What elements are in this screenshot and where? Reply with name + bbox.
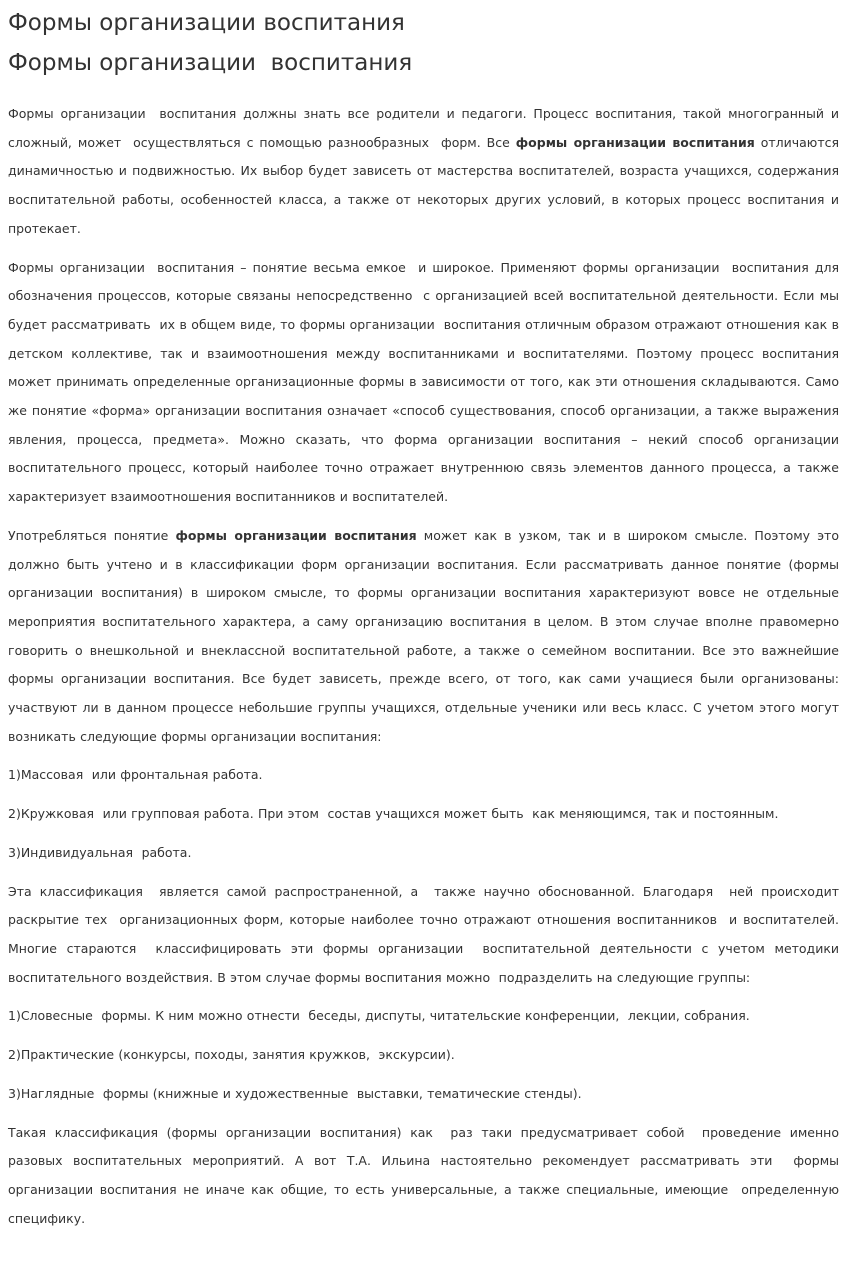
paragraph-text: может как в узком, так и в широком смысле. Поэтому это должно быть учтено и в классификации форм организации воспитания. Если рассматривать данное понятие (формы организации воспитания) в широком смысле, то формы организации воспитания характеризуют вовсе не отдельные мероприятия воспитательного характера, а саму организацию воспитания в целом. В этом случае вполне правомерно говорить о внешкольной и внеклассной воспитательной работе, а также о семейном воспитании. Все это важнейшие формы организации воспитания. Все будет зависеть, прежде всего, от того, как сами учащиеся были организованы: участвуют ли в данном процессе небольшие группы учащихся, отдельные ученики или весь класс. С учетом этого могут возникать следующие формы организации воспитания: xyxy=(8,527,844,744)
article-paragraph xyxy=(8,878,844,993)
article-title: Формы организации воспитания xyxy=(8,50,413,76)
list-item xyxy=(8,761,839,790)
paragraph-text: 1)Словесные формы. К ним можно отнести беседы, диспуты, читательские конференции, лекции, собрания. xyxy=(8,1008,750,1024)
paragraph-text: Эта классификация является самой распространенной, а также научно обоснованной. Благодаря ней происходит раскрытие тех организационных форм, которые наиболее точно отражают отношения воспитанников и воспитателей. Многие стараются классифицировать эти формы организации воспитательной деятельности с учетом методики воспитательного воздействия. В этом случае формы воспитания можно подразделить на следующие группы: xyxy=(8,883,844,985)
list-item xyxy=(8,1080,839,1109)
paragraph-text: Такая классификация (формы организации воспитания) как раз таки предусматривает собой проведение именно разовых воспитательных мероприятий. А вот Т.А. Ильина настоятельно рекомендует рассматривать эти формы организации воспитания не иначе как общие, то есть универсальные, а также специальные, имеющие определенную специфику. xyxy=(8,1124,844,1226)
paragraph-text: 2)Кружковая или групповая работа. При этом состав учащихся может быть как меняющимся, так и постоянным. xyxy=(8,806,779,822)
article-paragraph xyxy=(8,100,844,244)
article-paragraph xyxy=(8,254,844,512)
paragraph-text: 3)Индивидуальная работа. xyxy=(8,844,192,860)
paragraph-text: 1)Массовая или фронтальная работа. xyxy=(8,767,263,783)
list-item xyxy=(8,1041,839,1070)
paragraph-text: 3)Наглядные формы (книжные и художественные выставки, тематические стенды). xyxy=(8,1085,582,1101)
list-item xyxy=(8,839,839,868)
paragraph-text: Формы организации воспитания должны знать все родители и педагоги. Процесс воспитания, такой многогранный и сложный, может осуществляться с помощью разнообразных форм. Все xyxy=(8,106,844,150)
paragraph-text: Употребляться понятие xyxy=(8,527,176,543)
paragraph-text: Формы организации воспитания – понятие весьма емкое и широкое. Применяют формы организации воспитания для обозначения процессов, которые связаны непосредственно с организацией всей воспитательной деятельности. Если мы будет рассматривать их в общем виде, то формы организации воспитания отличным образом отражают отношения как в детском коллективе, так и взаимоотношения между воспитанниками и воспитателями. Поэтому процесс воспитания может принимать определенные организационные формы в зависимости от того, как эти отношения складываются. Само же понятие «форма» организации воспитания означает «способ существования, способ организации, а также выражения явления, процесса, предмета». Можно сказать, что форма организации воспитания – некий способ организации воспитательного процесс, который наиболее точно отражает внутреннюю связь элементов данного процесса, а также характеризует взаимоотношения воспитанников и воспитателей. xyxy=(8,259,844,505)
list-item xyxy=(8,1002,839,1031)
article-paragraph xyxy=(8,522,844,752)
bold-term: формы организации воспитания xyxy=(175,527,417,543)
article-paragraph xyxy=(8,1119,844,1234)
list-item xyxy=(8,800,839,829)
article-body xyxy=(8,100,844,1233)
paragraph-text: 2)Практические (конкурсы, походы, занятия кружков, экскурсии). xyxy=(8,1047,455,1063)
bold-term: формы организации воспитания xyxy=(515,134,755,150)
paragraph-text: отличаются динамичностью и подвижностью. Их выбор будет зависеть от мастерства воспитателей, возраста учащихся, содержания воспитательной работы, особенностей класса, а также от некоторых других условий, в которых процесс воспитания и протекает. xyxy=(8,134,844,236)
page-title: Формы организации воспитания xyxy=(8,10,405,36)
